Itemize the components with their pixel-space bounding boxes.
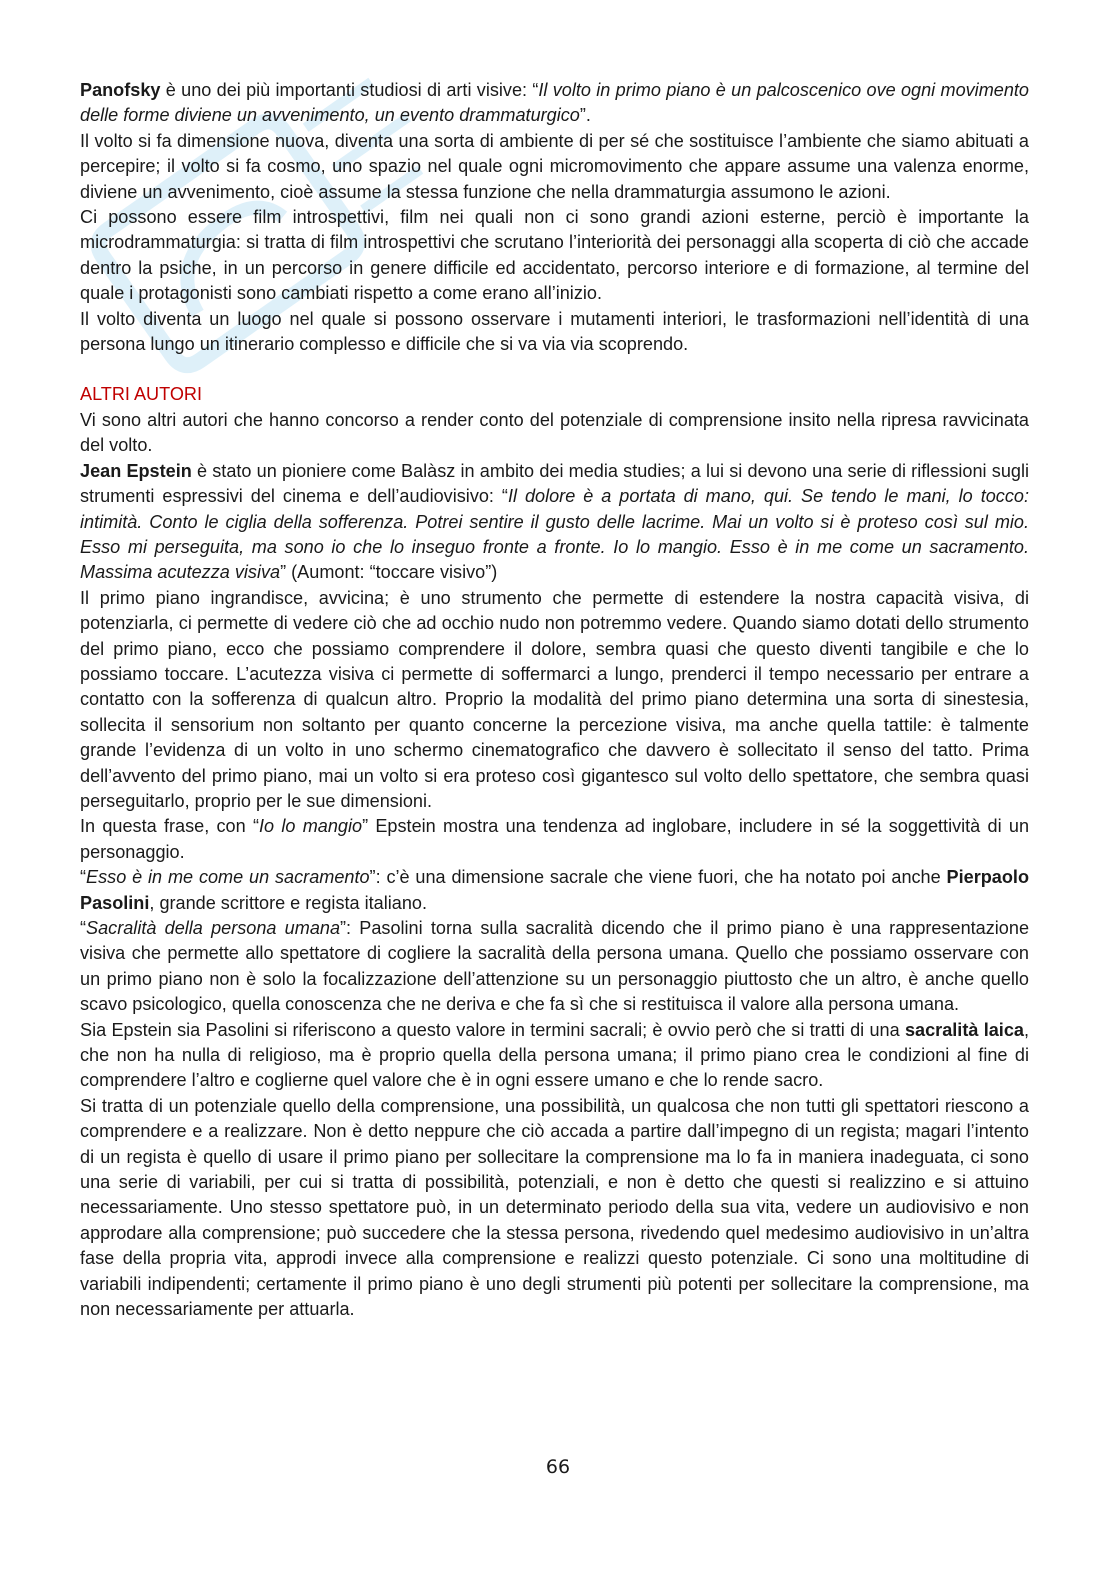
paragraph-panofsky [80, 78, 1029, 129]
paragraph-epstein [80, 459, 1029, 586]
key-term: sacralità laica [904, 1019, 1024, 1040]
quote-text: Esso è in me come un sacramento [86, 867, 370, 888]
paragraph-text: ” Epstein mostra una tendenza ad inglobare, includere in sé la soggettività di un personaggio. [80, 816, 1030, 862]
paragraph-text: Sia Epstein sia Pasolini si riferiscono a questo valore in termini sacrali; è ovvio però che si tratti di una [80, 1019, 905, 1040]
paragraph-text: , grande scrittore e regista italiano. [149, 892, 427, 913]
paragraph-sacramento [80, 865, 1029, 916]
paragraph-text: ” (Aumont: “toccare visivo”) [280, 562, 498, 583]
document-body [80, 78, 1029, 1323]
paragraph-film-introspettivi: Ci possono essere film introspettivi, film nei quali non ci sono grandi azioni esterne, perciò è importante la microdrammaturgia: si tratta di film introspettivi che scrutano l’interiorità dei personaggi alla scoperta di ciò che accade dentro la psiche, in un percorso in genere difficile ed accidentato, percorso interiore e di formazione, al termine del quale i protagonisti sono cambiati rispetto a come erano all’inizio. [80, 207, 1029, 304]
paragraph-text: “ [80, 918, 87, 938]
paragraph-volto-dimensione: Il volto si fa dimensione nuova, diventa una sorta di ambiente di per sé che sostituisce l’ambiente che siamo abituati a percepire; il volto si fa cosmo, uno spazio nel quale ogni micromovimento che appare assume una valenza enorme, diviene un avvenimento, cioè assume la stessa funzione che nella drammaturgia assumono le azioni. [80, 130, 1029, 202]
quote-text: Io lo mangio [258, 816, 363, 837]
quote-text: Sacralità della persona umana [86, 918, 341, 938]
paragraph-text: ”: c’è una dimensione sacrale che viene fuori, che ha notato poi anche [369, 867, 947, 888]
paragraph-text: , che non ha nulla di religioso, ma è proprio quella della persona umana; il primo piano crea le condizioni al fine di comprendere l’altro e coglierne quel valore che è in ogni essere umano e che lo rende sacro. [80, 1019, 1029, 1091]
paragraph-sacralita-laica [80, 1018, 1029, 1094]
author-name-panofsky: Panofsky [80, 80, 161, 100]
paragraph-text: ”. [579, 105, 591, 126]
paragraph-altri-autori: Vi sono altri autori che hanno concorso a render conto del potenziale di comprensione insito nella ripresa ravvicinata del volto. [80, 409, 1029, 456]
paragraph-text: è stato un pioniere come Balàsz in ambito dei media studies; a lui si devono una serie di riflessioni sugli strumenti espressivi del cinema e dell’audiovisivo: “ [80, 460, 1029, 507]
paragraph-text: è uno dei più importanti studiosi di arti visive: “ [160, 80, 539, 100]
author-name-pasolini: Pierpaolo Pasolini [80, 867, 1029, 913]
quote-text: Il dolore è a portata di mano, qui. Se tendo le mani, lo tocco: intimità. Conto le ciglia della sofferenza. Potrei sentire il gusto delle lacrime. Mai un volto si è proteso così sul mio. Esso mi perseguita, ma sono io che lo inseguo fronte a fronte. Io lo mangio. Esso è in me come un sacramento. Massima acutezza visiva [80, 486, 1029, 583]
paragraph-text: In questa frase, con “ [80, 816, 259, 837]
quote-text: Il volto in primo piano è un palcoscenico ove ogni movimento delle forme diviene un avvenimento, un evento drammaturgico [80, 80, 1029, 126]
section-heading: ALTRI AUTORI [80, 384, 202, 405]
paragraph-text: ”: Pasolini torna sulla sacralità dicendo che il primo piano è una rappresentazione visiva che permette allo spettatore di cogliere la sacralità della persona umana. Quello che possiamo osservare con un primo piano non è solo la focalizzazione dell’attenzione su un personaggio piuttosto che un altro, è anche quello scavo psicologico, quella conoscenza che ne deriva e che fa sì che si restituisca il valore alla persona umana. [80, 918, 1030, 1015]
paragraph-sacralita [80, 916, 1029, 1018]
paragraph-potenziale: Si tratta di un potenziale quello della comprensione, una possibilità, un qualcosa che non tutti gli spettatori riescono a comprendere e a realizzare. Non è detto neppure che ciò accada a partire dall’impegno di un regista; magari l’intento di un regista è quello di usare il primo piano per sollecitare la comprensione ma lo fa in maniera inadeguata, ci sono una serie di variabili, per cui si tratta di possibilità, potenziali, e non è detto che questi si realizzino e si attuino necessariamente. Uno stesso spettatore può, in un determinato periodo della sua vita, vedere un audiovisivo e non approdare alla comprensione; può succedere che la stessa persona, rivedendo quel medesimo audiovisivo in un’altra fase della propria vita, approdi invece alla comprensione e realizzi questo potenziale. Ci sono una moltitudine di variabili indipendenti; certamente il primo piano è uno degli strumenti più potenti per sollecitare la comprensione, ma non necessariamente per attuarla. [80, 1095, 1029, 1320]
paragraph-text: “ [80, 867, 87, 888]
paragraph-io-lo-mangio [80, 814, 1029, 865]
page-number: 66 [545, 1456, 571, 1478]
author-name-epstein: Jean Epstein [80, 460, 192, 481]
paragraph-primo-piano: Il primo piano ingrandisce, avvicina; è uno strumento che permette di estendere la nostra capacità visiva, di potenziarla, ci permette di vedere ciò che ad occhio nudo non potremmo vedere. Quando siamo dotati dello strumento del primo piano, ecco che possiamo comprendere il dolore, sembra quasi che questo diventi tangibile e che lo possiamo toccare. L’acutezza visiva ci permette di soffermarci a lungo, prenderci il tempo necessario per entrare a contatto con la sofferenza di qualcun altro. Proprio la modalità del primo piano determina una sorta di sinestesia, sollecita il sensorium non soltanto per quanto concerne la percezione visiva, ma anche quella tattile: è talmente grande l’evidenza di un volto in uno schermo cinematografico che davvero è sollecitato il senso del tatto. Prima dell’avvento del primo piano, mai un volto si era proteso così gigantesco sul volto dello spettatore, che sembra quasi perseguitarlo, proprio per le sue dimensioni. [80, 587, 1029, 811]
paragraph-volto-luogo: Il volto diventa un luogo nel quale si possono osservare i mutamenti interiori, le trasformazioni nell’identità di una persona lungo un itinerario complesso e difficile che si va via via scoprendo. [80, 308, 1029, 355]
